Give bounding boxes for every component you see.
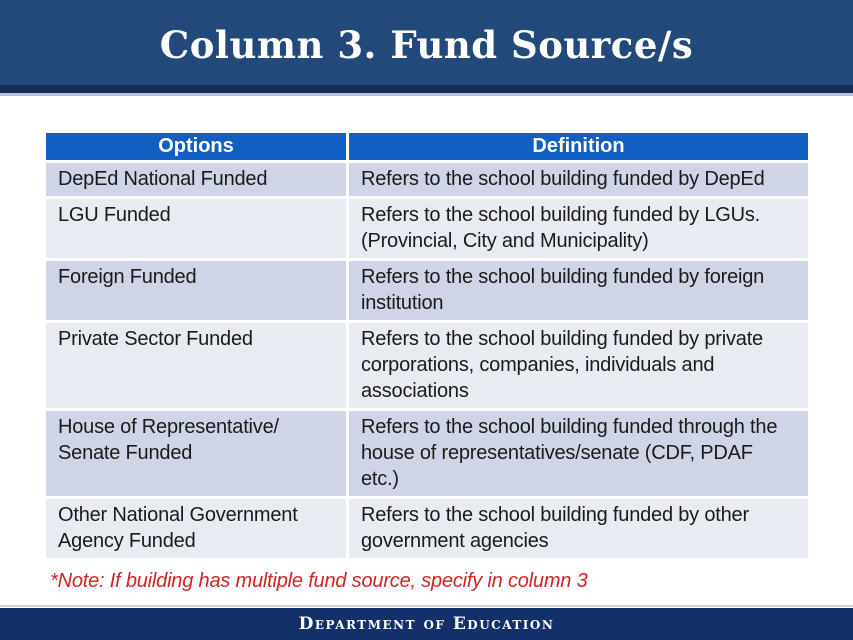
table-header-definition: Definition bbox=[348, 132, 810, 162]
option-cell: Private Sector Funded bbox=[45, 322, 348, 410]
table-row bbox=[45, 260, 810, 322]
footer-bar bbox=[0, 608, 853, 640]
option-cell: LGU Funded bbox=[45, 198, 348, 260]
table-body bbox=[45, 162, 810, 560]
definition-cell: Refers to the school building funded through the house of representatives/senate (CDF, PDAF etc.) bbox=[348, 410, 810, 498]
footer-divider-line bbox=[0, 605, 853, 607]
definition-cell: Refers to the school building funded by foreign institution bbox=[348, 260, 810, 322]
note-text: *Note: If building has multiple fund source, specify in column 3 bbox=[50, 570, 588, 592]
table-header-row bbox=[45, 132, 810, 162]
definition-cell: Refers to the school building funded by private corporations, companies, individuals and associations bbox=[348, 322, 810, 410]
title-bar bbox=[0, 0, 853, 85]
definition-cell: Refers to the school building funded by DepEd bbox=[348, 162, 810, 198]
table-row bbox=[45, 162, 810, 198]
table-header-options: Options bbox=[45, 132, 348, 162]
option-cell: Foreign Funded bbox=[45, 260, 348, 322]
footer-text: Department of Education bbox=[298, 614, 555, 634]
table-row bbox=[45, 498, 810, 560]
definition-cell: Refers to the school building funded by LGUs. (Provincial, City and Municipality) bbox=[348, 198, 810, 260]
table-row bbox=[45, 322, 810, 410]
table-row bbox=[45, 198, 810, 260]
title-bar-light-line bbox=[0, 93, 853, 96]
title-bar-dark-edge bbox=[0, 85, 853, 93]
fund-source-table bbox=[43, 130, 811, 561]
slide-title: Column 3. Fund Source/s bbox=[159, 22, 694, 67]
option-cell: House of Representative/ Senate Funded bbox=[45, 410, 348, 498]
fund-source-table-container bbox=[43, 130, 811, 561]
option-cell: Other National Government Agency Funded bbox=[45, 498, 348, 560]
definition-cell: Refers to the school building funded by other government agencies bbox=[348, 498, 810, 560]
table-row bbox=[45, 410, 810, 498]
option-cell: DepEd National Funded bbox=[45, 162, 348, 198]
